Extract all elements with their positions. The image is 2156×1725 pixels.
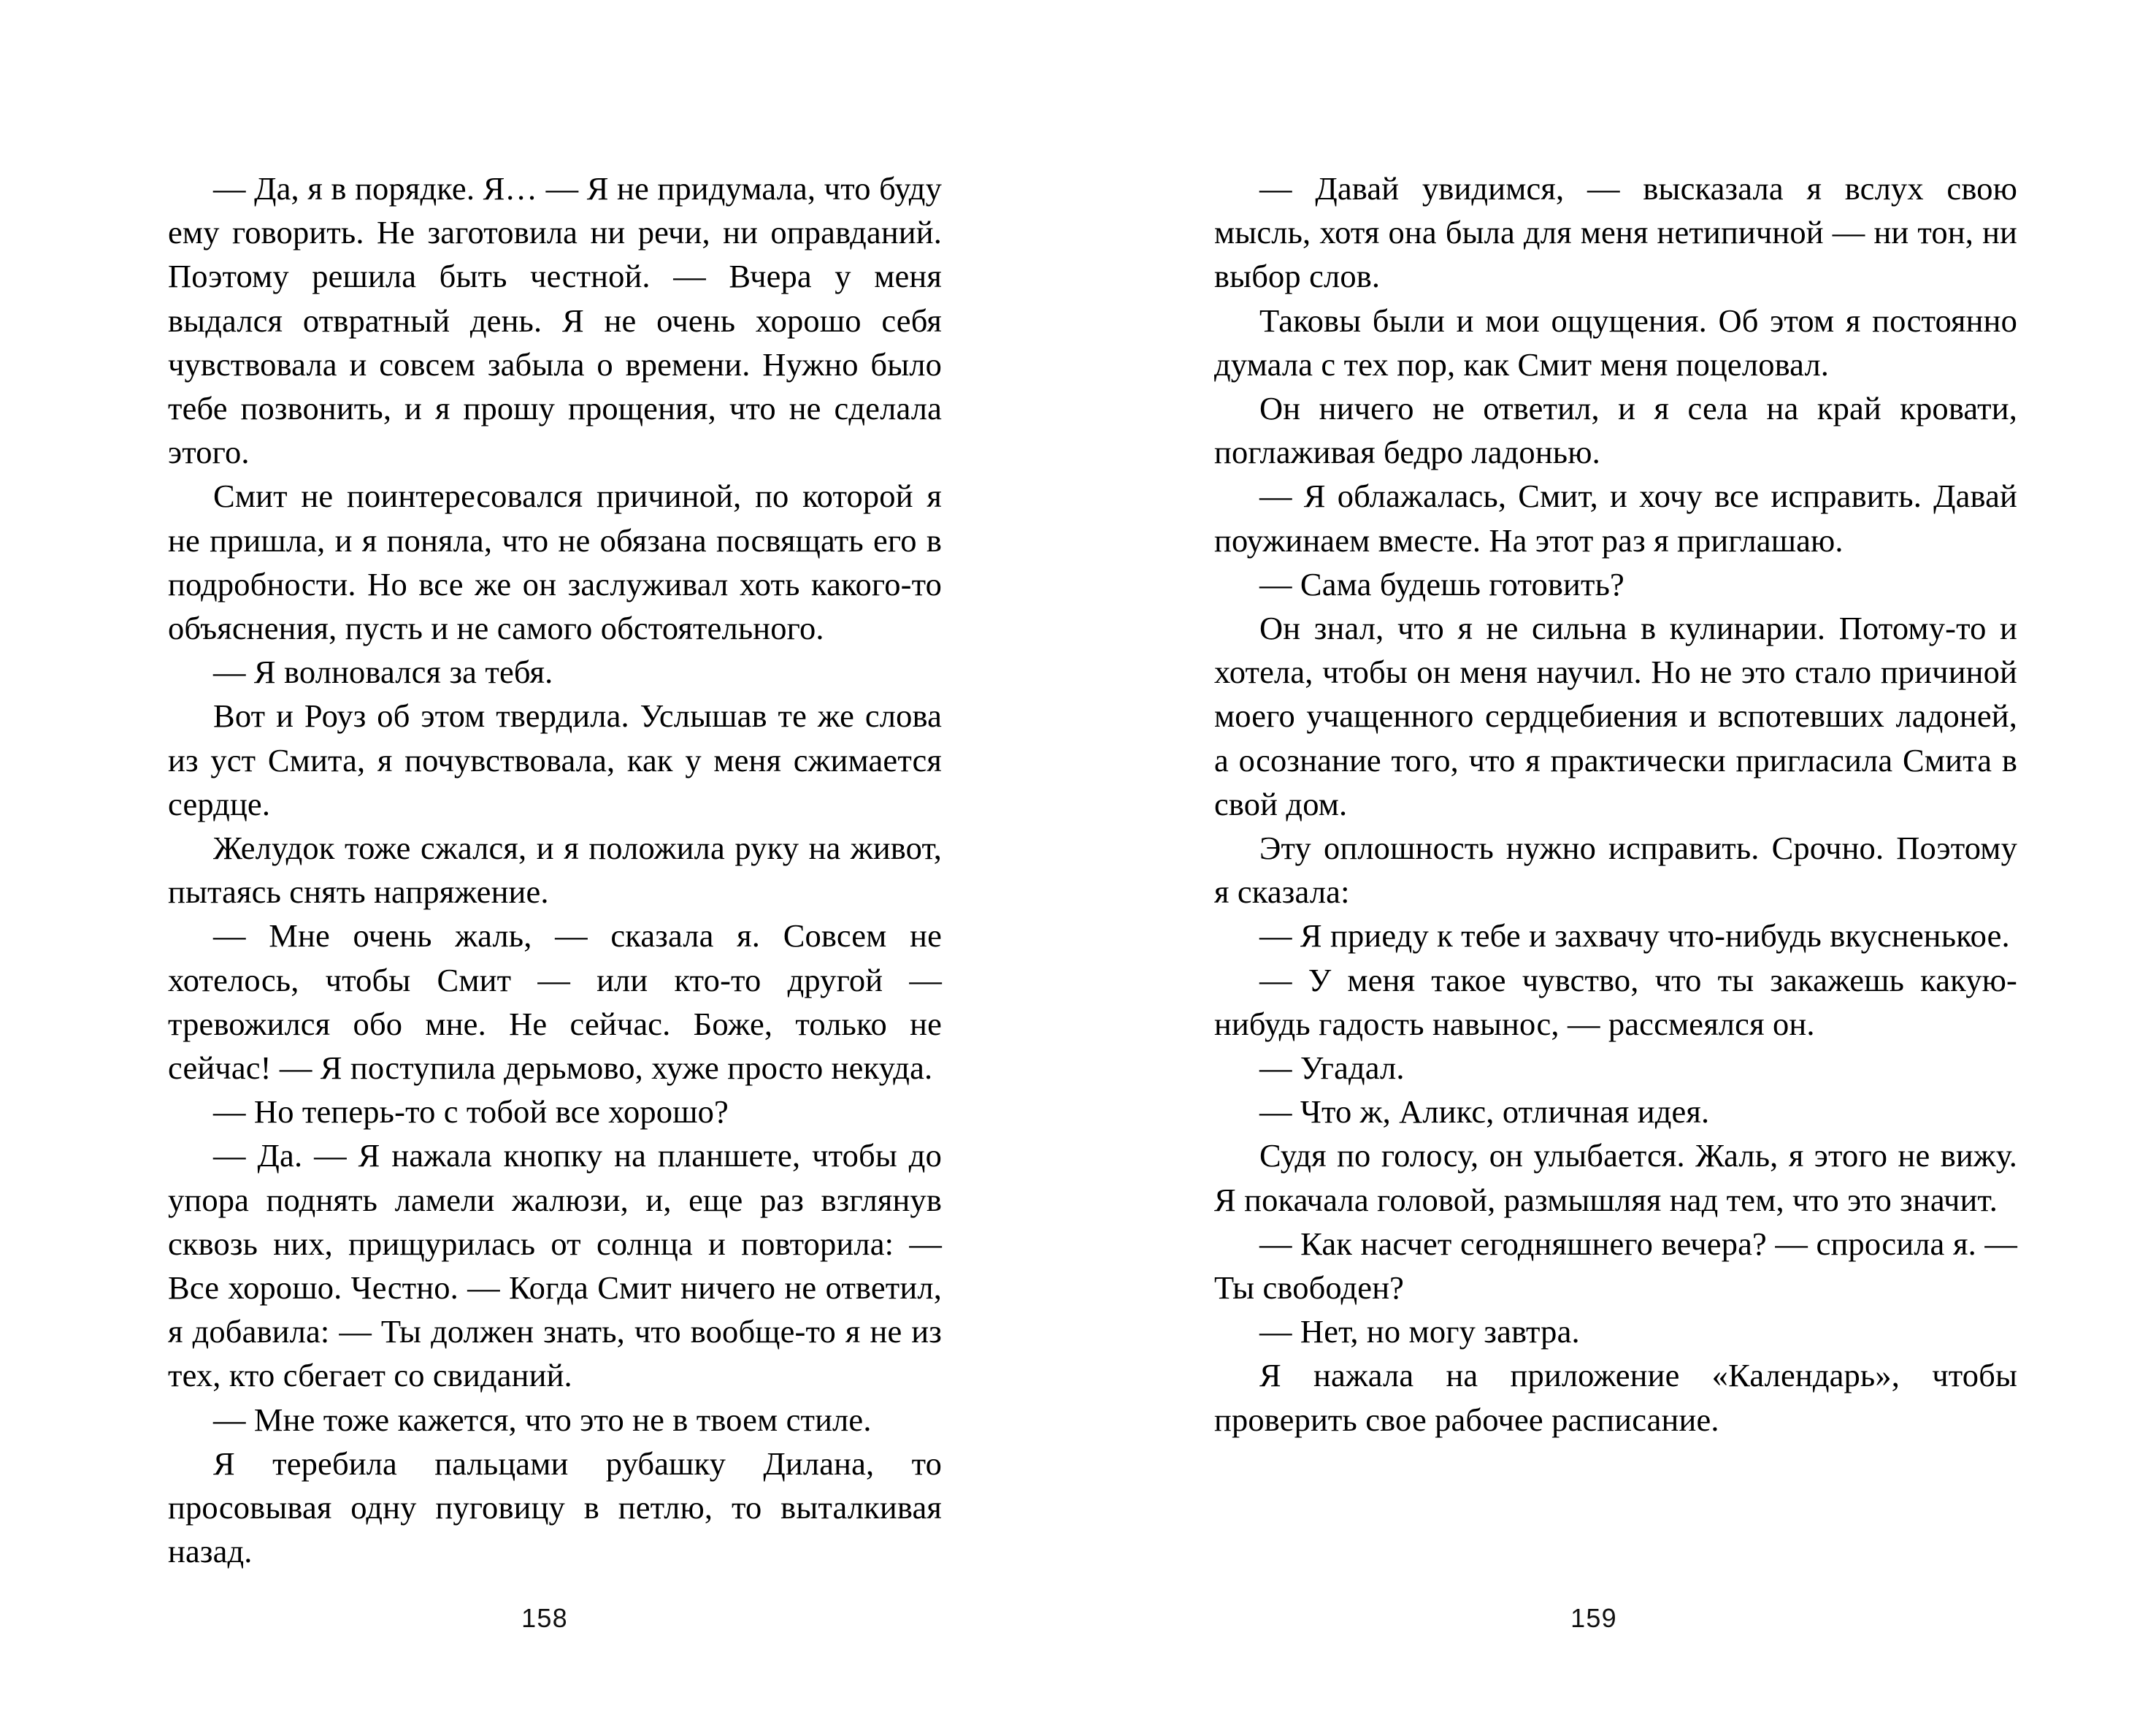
paragraph: — Мне тоже кажется, что это не в твоем стиле. bbox=[213, 1401, 872, 1438]
paragraph: — Сама будешь готовить? bbox=[1259, 565, 1624, 603]
paragraph: — Я облажалась, Смит, и хочу все исправить. Давай поужинаем вместе. На этот раз я приглашаю. bbox=[1214, 478, 2017, 559]
paragraph: Судя по голосу, он улыбается. Жаль, я этого не вижу. Я покачала головой, размышляя над тем, что это значит. bbox=[1214, 1137, 2017, 1218]
paragraph: Таковы были и мои ощущения. Об этом я постоянно думала с тех пор, как Смит меня поцеловал. bbox=[1214, 302, 2017, 383]
paragraph: Желудок тоже сжался, и я положила руку на живот, пытаясь снять напряжение. bbox=[168, 830, 942, 911]
paragraph: Вот и Роуз об этом твердила. Услышав те же слова из уст Смита, я почувствовала, как у меня сжимается сердце. bbox=[168, 697, 942, 822]
left-page-text-block bbox=[168, 167, 942, 1574]
paragraph: — Я волновался за тебя. bbox=[213, 654, 553, 691]
paragraph: Он ничего не ответил, и я села на край кровати, поглаживая бедро ладонью. bbox=[1214, 390, 2017, 471]
page-right bbox=[1078, 0, 2156, 1725]
paragraph: — У меня такое чувство, что ты закажешь какую-нибудь гадость навынос, — рассмеялся он. bbox=[1214, 961, 2017, 1042]
page-number-left: 158 bbox=[521, 1603, 568, 1633]
paragraph: — Давай увидимся, — высказала я вслух свою мысль, хотя она была для меня нетипичной — ни тон, ни выбор слов. bbox=[1214, 170, 2017, 295]
paragraph: — Да. — Я нажала кнопку на планшете, чтобы до упора поднять ламели жалюзи, и, еще раз взглянув сквозь них, прищурилась от солнца и повторила: — Все хорошо. Честно. — Когда Смит ничего не ответил, я добавила: — Ты должен знать, что вообще-то я не из тех, кто сбегает со свиданий. bbox=[168, 1137, 942, 1394]
paragraph: — Что ж, Аликс, отличная идея. bbox=[1259, 1093, 1710, 1131]
paragraph: Эту оплошность нужно исправить. Срочно. Поэтому я сказала: bbox=[1214, 830, 2017, 911]
paragraph: Он знал, что я не сильна в кулинарии. Потому-то и хотела, чтобы он меня научил. Но не это стало причиной моего учащенного сердцебиения и вспотевших ладоней, а осознание того, что я практически пригласила Смита в свой дом. bbox=[1214, 610, 2017, 822]
paragraph: Я теребила пальцами рубашку Дилана, то просовывая одну пуговицу в петлю, то выталкивая назад. bbox=[168, 1445, 942, 1570]
page-number-right: 159 bbox=[1570, 1603, 1617, 1633]
paragraph: — Как насчет сегодняшнего вечера? — спросила я. — Ты свободен? bbox=[1214, 1225, 2017, 1307]
paragraph: — Мне очень жаль, — сказала я. Совсем не хотелось, чтобы Смит — или кто-то другой — тревожился обо мне. Не сейчас. Боже, только не сейчас! — Я поступила дерьмово, хуже просто некуда. bbox=[168, 917, 942, 1087]
paragraph: — Нет, но могу завтра. bbox=[1259, 1313, 1580, 1350]
paragraph: Я нажала на приложение «Календарь», чтобы проверить свое рабочее расписание. bbox=[1214, 1357, 2017, 1438]
paragraph: — Да, я в порядке. Я… — Я не придумала, что буду ему говорить. Не заготовила ни речи, ни оправданий. Поэтому решила быть честной. — Вчера у меня выдался отвратный день. Я не очень хорошо себя чувствовала и совсем забыла о времени. Нужно было тебе позвонить, и я прошу прощения, что не сделала этого. bbox=[168, 170, 942, 471]
paragraph: — Но теперь-то с тобой все хорошо? bbox=[213, 1093, 729, 1131]
paragraph: Смит не поинтересовался причиной, по которой я не пришла, и я поняла, что не обязана посвящать его в подробности. Но все же он заслуживал хоть какого-то объяснения, пусть и не самого обстоятельного. bbox=[168, 478, 942, 647]
right-page-text-block bbox=[1214, 167, 2017, 1442]
paragraph: — Я приеду к тебе и захвачу что-нибудь вкусненькое. bbox=[1259, 917, 2010, 955]
paragraph: — Угадал. bbox=[1259, 1049, 1405, 1087]
